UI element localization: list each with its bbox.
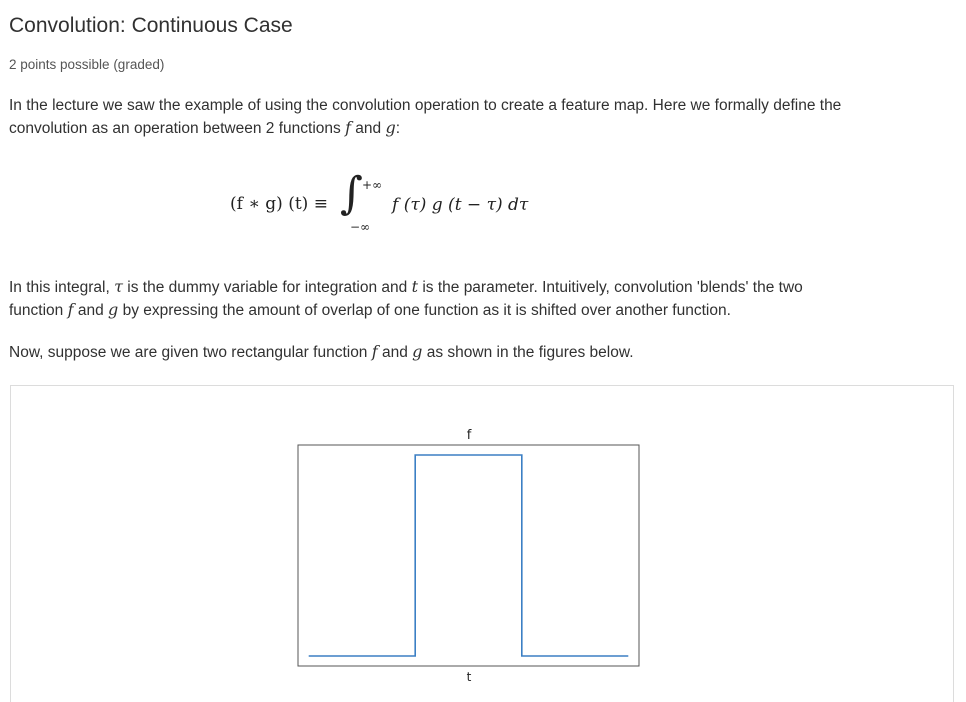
var-g: g [108,300,119,319]
explanation-text: and [73,302,109,319]
intro-line-1: In the lecture we saw the example of using the convolution operation to create a feature map. Here we formally define the [9,97,842,114]
plot-frame [298,445,639,666]
setup-text: as shown in the figures below. [422,344,634,361]
var-g: g [412,342,423,361]
integral-upper-limit: +∞ [362,178,383,192]
var-f: f [345,118,351,137]
setup-text: Now, suppose we are given two rectangular function [9,344,372,361]
problem-title: Convolution: Continuous Case [9,14,293,37]
var-tau: τ [114,277,123,296]
explanation-paragraph [9,276,949,322]
explanation-text: In this integral, [9,279,115,296]
x-axis-label: t [466,670,472,684]
var-g: g [385,118,396,137]
setup-text: and [377,344,413,361]
integral-sign: ∫ [340,168,363,219]
explanation-text: is the parameter. Intuitively, convolution 'blends' the two [418,279,803,296]
equation-rhs: f (τ) g (t − τ) dτ [392,195,529,215]
var-f: f [67,300,74,319]
explanation-text: function [9,302,68,319]
var-t: t [411,277,419,296]
explanation-text: by expressing the amount of overlap of one function as it is shifted over another function. [118,302,731,319]
function-f-plot [11,386,953,702]
intro-colon: : [395,120,401,137]
integral-lower-limit: −∞ [350,220,371,234]
explanation-text: is the dummy variable for integration and [122,279,412,296]
intro-and: and [351,120,386,137]
figure-container [10,385,954,702]
chart-title: f [466,428,472,443]
intro-paragraph [9,95,949,140]
equation-lhs: (f ∗ g) (t) ≡ [230,194,328,214]
var-f: f [371,342,378,361]
series-line-f [309,455,629,656]
points-label: 2 points possible (graded) [9,57,165,72]
setup-paragraph [9,341,949,364]
intro-line-2: convolution as an operation between 2 functions [9,120,346,137]
